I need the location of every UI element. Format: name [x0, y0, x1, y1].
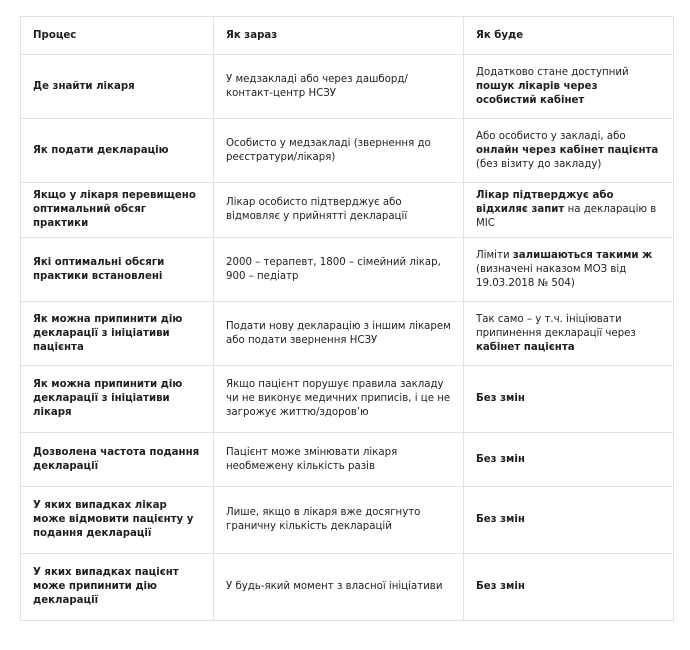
future-cell — [464, 487, 674, 554]
current-cell: У будь-який момент з власної ініціативи — [214, 554, 464, 621]
future-text: на декларацію в МІС — [476, 204, 657, 229]
table-row — [21, 487, 674, 554]
table-row — [21, 433, 674, 487]
future-text-bold: Лікар підтверджує або відхиляє запит — [476, 190, 614, 215]
current-cell: Лікар особисто підтверджує або відмовляє у прийнятті декларації — [214, 183, 464, 238]
process-cell: Де знайти лікаря — [21, 55, 214, 119]
future-text-bold: Без змін — [476, 453, 525, 465]
future-cell — [464, 183, 674, 238]
current-cell: Особисто у медзакладі (звернення до реєстратури/лікаря) — [214, 119, 464, 183]
future-cell — [464, 238, 674, 302]
future-cell — [464, 433, 674, 487]
process-cell: Які оптимальні обсяги практики встановлені — [21, 238, 214, 302]
future-text-bold: кабінет пацієнта — [476, 341, 575, 353]
header-row — [21, 17, 674, 55]
future-text: Ліміти — [476, 249, 513, 261]
table-row — [21, 119, 674, 183]
process-cell: Дозволена частота подання декларації — [21, 433, 214, 487]
process-cell: Як можна припинити дію декларації з ініціативи лікаря — [21, 366, 214, 433]
current-cell: Лише, якщо в лікаря вже досягнуто граничну кількість декларацій — [214, 487, 464, 554]
header-process: Процес — [21, 17, 214, 55]
header-now: Як зараз — [214, 17, 464, 55]
current-cell: Якщо пацієнт порушує правила закладу чи не виконує медичних приписів, і це не загрожує життю/здоров’ю — [214, 366, 464, 433]
future-cell — [464, 554, 674, 621]
process-cell: Як подати декларацію — [21, 119, 214, 183]
future-text-bold: Без змін — [476, 581, 525, 592]
future-text: (без візиту до закладу) — [476, 158, 602, 170]
current-cell: У медзакладі або через дашборд/ контакт-центр НСЗУ — [214, 55, 464, 119]
future-cell — [464, 366, 674, 433]
table-row — [21, 366, 674, 433]
future-text: Додатково стане доступний — [476, 66, 629, 78]
header-future: Як буде — [464, 17, 674, 55]
table-row — [21, 554, 674, 621]
future-cell — [464, 119, 674, 183]
process-cell: Як можна припинити дію декларації з ініціативи пацієнта — [21, 302, 214, 366]
table-row — [21, 238, 674, 302]
table-header — [21, 17, 674, 55]
table-row — [21, 55, 674, 119]
comparison-table-container — [20, 16, 673, 621]
future-text-bold: залишаються такими ж — [512, 249, 653, 261]
table-body — [21, 55, 674, 621]
future-text-bold: онлайн через кабінет пацієнта — [476, 144, 659, 156]
process-cell: Якщо у лікаря перевищено оптимальний обсяг практики — [21, 183, 214, 238]
future-cell — [464, 55, 674, 119]
table-row — [21, 183, 674, 238]
future-text: (визначені наказом МОЗ від 19.03.2018 № 504) — [476, 263, 627, 289]
current-cell: Подати нову декларацію з іншим лікарем або подати звернення НСЗУ — [214, 302, 464, 366]
future-text: Або особисто у закладі, або — [476, 130, 626, 142]
comparison-table — [20, 16, 674, 621]
future-text: Так само – у т.ч. ініціювати припинення декларації через — [476, 313, 636, 339]
future-text-bold: Без змін — [476, 393, 525, 404]
current-cell: 2000 – терапевт, 1800 – сімейний лікар, 900 – педіатр — [214, 238, 464, 302]
process-cell: У яких випадках лікар може відмовити пацієнту у подання декларації — [21, 487, 214, 554]
process-cell: У яких випадках пацієнт може припинити дію декларації — [21, 554, 214, 621]
future-cell — [464, 302, 674, 366]
future-text-bold: Без змін — [476, 514, 525, 525]
future-text-bold: пошук лікарів через особистий кабінет — [476, 80, 598, 106]
table-row — [21, 302, 674, 366]
current-cell: Пацієнт може змінювати лікаря необмежену кількість разів — [214, 433, 464, 487]
